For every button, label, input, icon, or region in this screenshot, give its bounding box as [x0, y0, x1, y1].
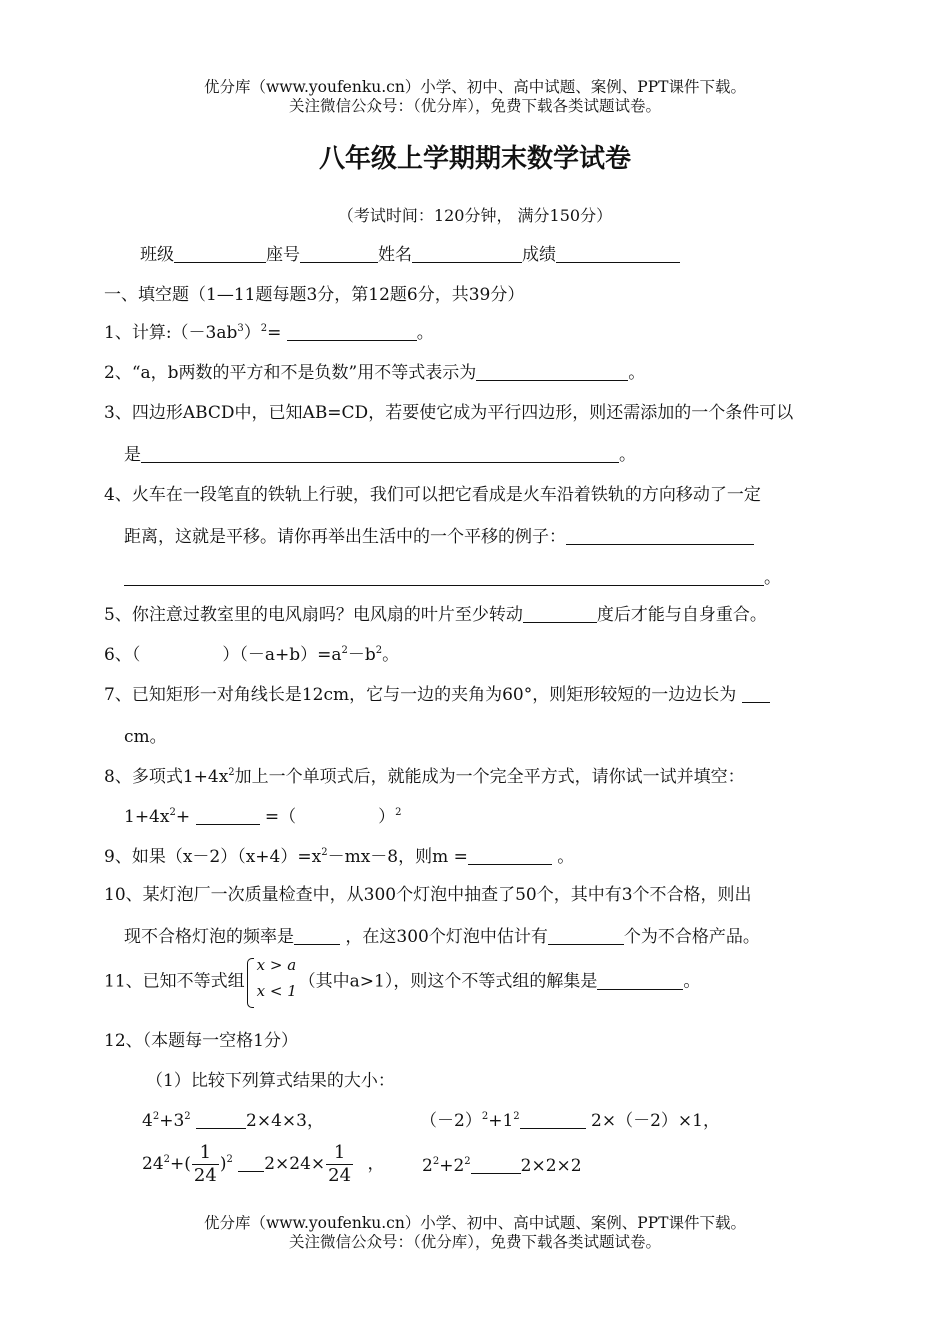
header-line-1: 优分库（www.youfenku.cn）小学、初中、高中试题、案例、PPT课件下载。 [203, 78, 747, 96]
question-4-line-1: 4、火车在一段笔直的铁轨上行驶，我们可以把它看成是火车沿着铁轨的方向移动了一定 [104, 485, 761, 505]
question-7-line-1: 7、已知矩形一对角线长是12cm，它与一边的夹角为60°，则矩形较短的一边边长为 [104, 680, 770, 705]
question-6: 6、（ ）$(-a+b)=a^2-b^2$。 [104, 645, 400, 665]
inequality-system: x > a x < 1 [247, 956, 295, 1008]
seat-label: 座号 [266, 245, 300, 265]
answer-blank-9[interactable] [468, 847, 552, 865]
question-8-line-2: $1+4x^2+$ =（ ）$^2$ [124, 807, 402, 827]
question-4-line-3: 。 [124, 563, 781, 588]
answer-blank-4a[interactable] [566, 527, 754, 545]
question-1: 1、计算$:(-3ab^3)^2=$ 。 [104, 323, 434, 343]
class-label: 班级 [140, 245, 174, 265]
exam-subtitle: （考试时间：120分钟， 满分150分） [337, 206, 613, 225]
question-7-line-2: cm。 [124, 727, 167, 747]
question-11: 11、已知不等式组 x > a x < 1 （其中a>1），则这个不等式组的解集是 。 [104, 956, 700, 1008]
question-10-line-1: 10、某灯泡厂一次质量检查中，从300个灯泡中抽查了50个，其中有3个不合格，则出 [104, 885, 752, 905]
compare-d: $2^2+2^2$ 2×2×2 [422, 1156, 582, 1176]
answer-blank-12b[interactable] [520, 1111, 586, 1129]
compare-a: $4^2+3^2$ 2×4×3， [142, 1111, 324, 1131]
answer-blank-2[interactable] [476, 363, 628, 381]
fraction-one-over-24-right: $\frac{1}{24}$ [328, 1142, 352, 1186]
section-heading: 一、填空题（1—11题每题3分，第12题6分，共39分） [104, 285, 525, 305]
seat-field[interactable] [300, 245, 378, 263]
answer-blank-8a[interactable] [196, 807, 260, 825]
footer-line-1: 优分库（www.youfenku.cn）小学、初中、高中试题、案例、PPT课件下载。 [203, 1214, 747, 1232]
answer-blank-10a[interactable] [294, 927, 340, 945]
name-field[interactable] [412, 245, 522, 263]
score-label: 成绩 [522, 245, 556, 265]
answer-blank-12d[interactable] [471, 1156, 521, 1174]
question-5: 5、你注意过教室里的电风扇吗？电风扇的叶片至少转动 度后才能与自身重合。 [104, 605, 767, 625]
question-8-line-1: 8、多项式$1+4x^2$加上一个单项式后，就能成为一个完全平方式，请你试一试并填空： [104, 767, 745, 787]
score-field[interactable] [556, 245, 680, 263]
answer-blank-1[interactable] [287, 323, 417, 341]
answer-blank-12c[interactable] [238, 1154, 264, 1172]
page-title: 八年级上学期期末数学试卷 [318, 144, 631, 174]
header-line-2: 关注微信公众号：（优分库），免费下载各类试题试卷。 [288, 97, 661, 115]
question-9: 9、如果$(x-2)(x+4)=x^2-mx-8$，则m = 。 [104, 847, 575, 867]
question-3-line-1: 3、四边形ABCD中，已知AB=CD，若要使它成为平行四边形，则还需添加的一个条件可以 [104, 403, 794, 423]
name-label: 姓名 [378, 245, 412, 265]
question-3-line-2: 是 。 [124, 445, 636, 465]
answer-blank-12a[interactable] [196, 1111, 246, 1129]
compare-b: $(-2)^2+1^2$ 2×（－2）×1， [420, 1111, 720, 1131]
answer-blank-4b[interactable] [124, 568, 764, 586]
question-12-heading: 12、（本题每一空格1分） [104, 1031, 298, 1051]
student-info-row [140, 240, 680, 265]
fraction-one-over-24: $\frac{1}{24}$ [193, 1142, 217, 1186]
answer-blank-7[interactable] [742, 685, 770, 703]
answer-blank-5[interactable] [523, 605, 597, 623]
question-10-line-2: 现不合格灯泡的频率是 ，在这300个灯泡中估计有 个为不合格产品。 [124, 927, 760, 947]
footer-line-2: 关注微信公众号：（优分库），免费下载各类试题试卷。 [288, 1233, 661, 1251]
question-2: 2、“a，b两数的平方和不是负数”用不等式表示为 。 [104, 363, 646, 383]
compare-c: $24^2+$( $\frac{1}{24}$ )$^2$ 2×24× $\frac{1}{24}$ ， [142, 1142, 385, 1186]
answer-blank-11[interactable] [597, 972, 683, 990]
class-field[interactable] [174, 245, 266, 263]
answer-blank-3[interactable] [141, 445, 619, 463]
question-12-sub-1: （1）比较下列算式结果的大小： [146, 1071, 395, 1091]
question-4-line-2: 距离，这就是平移。请你再举出生活中的一个平移的例子： [124, 522, 754, 547]
answer-blank-10b[interactable] [548, 927, 624, 945]
